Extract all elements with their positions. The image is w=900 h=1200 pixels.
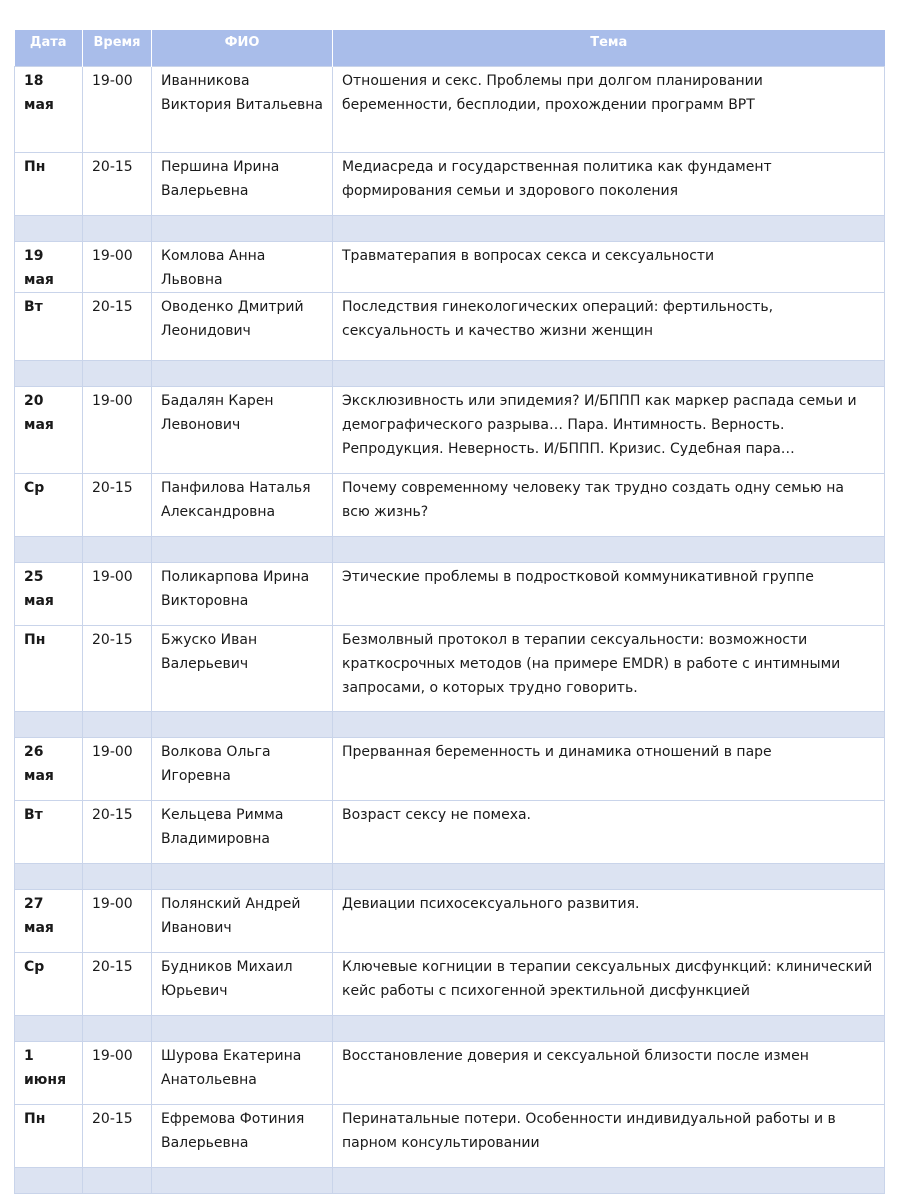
topic-cell: Медиасреда и государственная политика как фундамент формирования семьи и здорового поколения xyxy=(333,152,885,215)
date-cell: Пн xyxy=(15,1104,83,1167)
separator-row xyxy=(15,360,885,386)
separator-cell xyxy=(333,360,885,386)
separator-cell xyxy=(83,1015,152,1041)
topic-cell: Ключевые когниции в терапии сексуальных дисфункций: клинический кейс работы с психогенной эректильной дисфункцией xyxy=(333,952,885,1015)
time-cell: 19-00 xyxy=(83,66,152,152)
header-time: Время xyxy=(83,30,152,66)
speaker-name-cell: Поликарпова Ирина Викторовна xyxy=(152,562,333,625)
separator-cell xyxy=(15,863,83,889)
speaker-name-cell: Кельцева Римма Владимировна xyxy=(152,800,333,863)
separator-cell xyxy=(152,863,333,889)
separator-cell xyxy=(15,1015,83,1041)
time-cell: 20-15 xyxy=(83,292,152,360)
header-topic: Тема xyxy=(333,30,885,66)
separator-row xyxy=(15,711,885,737)
table-row xyxy=(15,1104,885,1167)
header-date: Дата xyxy=(15,30,83,66)
separator-cell xyxy=(83,536,152,562)
topic-cell: Почему современному человеку так трудно создать одну семью на всю жизнь? xyxy=(333,473,885,536)
table-row xyxy=(15,800,885,863)
speaker-name-cell: Панфилова Наталья Александровна xyxy=(152,473,333,536)
date-cell: Пн xyxy=(15,625,83,711)
topic-cell: Девиации психосексуального развития. xyxy=(333,889,885,952)
time-cell: 19-00 xyxy=(83,737,152,800)
speaker-name-cell: Першина Ирина Валерьевна xyxy=(152,152,333,215)
table-header xyxy=(15,30,885,66)
table-row xyxy=(15,386,885,473)
separator-cell xyxy=(333,1015,885,1041)
speaker-name-cell: Полянский Андрей Иванович xyxy=(152,889,333,952)
topic-cell: Последствия гинекологических операций: фертильность, сексуальность и качество жизни женщин xyxy=(333,292,885,360)
speaker-name-cell: Оводенко Дмитрий Леонидович xyxy=(152,292,333,360)
topic-cell: Восстановление доверия и сексуальной близости после измен xyxy=(333,1041,885,1104)
date-cell: 1 июня xyxy=(15,1041,83,1104)
date-cell: 19 мая xyxy=(15,241,83,292)
separator-cell xyxy=(15,215,83,241)
separator-row xyxy=(15,215,885,241)
separator-cell xyxy=(333,536,885,562)
separator-cell xyxy=(152,360,333,386)
date-cell: Вт xyxy=(15,292,83,360)
time-cell: 19-00 xyxy=(83,562,152,625)
table-body xyxy=(15,66,885,1193)
speaker-name-cell: Ефремова Фотиния Валерьевна xyxy=(152,1104,333,1167)
speaker-name-cell: Бжуско Иван Валерьевич xyxy=(152,625,333,711)
time-cell: 20-15 xyxy=(83,800,152,863)
table-row xyxy=(15,152,885,215)
table-row xyxy=(15,952,885,1015)
speaker-name-cell: Бадалян Карен Левонович xyxy=(152,386,333,473)
separator-cell xyxy=(15,360,83,386)
table-row xyxy=(15,1041,885,1104)
table-row xyxy=(15,292,885,360)
table-row xyxy=(15,241,885,292)
speaker-name-cell: Комлова Анна Львовна xyxy=(152,241,333,292)
separator-cell xyxy=(83,1167,152,1193)
topic-cell: Этические проблемы в подростковой коммуникативной группе xyxy=(333,562,885,625)
schedule-sheet xyxy=(14,30,884,1194)
date-cell: 27 мая xyxy=(15,889,83,952)
time-cell: 19-00 xyxy=(83,386,152,473)
date-cell: Пн xyxy=(15,152,83,215)
time-cell: 19-00 xyxy=(83,889,152,952)
date-cell: 25 мая xyxy=(15,562,83,625)
separator-cell xyxy=(152,536,333,562)
schedule-table xyxy=(14,30,885,1194)
separator-row xyxy=(15,1167,885,1193)
table-row xyxy=(15,889,885,952)
time-cell: 20-15 xyxy=(83,625,152,711)
topic-cell: Отношения и секс. Проблемы при долгом планировании беременности, бесплодии, прохождении программ ВРТ xyxy=(333,66,885,152)
separator-cell xyxy=(15,711,83,737)
speaker-name-cell: Шурова Екатерина Анатольевна xyxy=(152,1041,333,1104)
topic-cell: Возраст сексу не помеха. xyxy=(333,800,885,863)
separator-cell xyxy=(333,711,885,737)
table-row xyxy=(15,473,885,536)
table-row xyxy=(15,66,885,152)
time-cell: 20-15 xyxy=(83,952,152,1015)
separator-row xyxy=(15,1015,885,1041)
time-cell: 20-15 xyxy=(83,1104,152,1167)
time-cell: 19-00 xyxy=(83,241,152,292)
separator-cell xyxy=(83,863,152,889)
separator-cell xyxy=(83,711,152,737)
date-cell: 20 мая xyxy=(15,386,83,473)
date-cell: 26 мая xyxy=(15,737,83,800)
topic-cell: Безмолвный протокол в терапии сексуальности: возможности краткосрочных методов (на примере EMDR) в работе с интимными запросами, о которых трудно говорить. xyxy=(333,625,885,711)
speaker-name-cell: Волкова Ольга Игоревна xyxy=(152,737,333,800)
date-cell: Ср xyxy=(15,952,83,1015)
topic-cell: Эксклюзивность или эпидемия? И/БППП как маркер распада семьи и демографического разрыва… Пара. Интимность. Верность. Репродукция. Неверность. И/БППП. Кризис. Судебная пара… xyxy=(333,386,885,473)
header-name: ФИО xyxy=(152,30,333,66)
separator-row xyxy=(15,536,885,562)
separator-cell xyxy=(333,1167,885,1193)
separator-cell xyxy=(152,1015,333,1041)
table-row xyxy=(15,625,885,711)
separator-cell xyxy=(15,1167,83,1193)
separator-cell xyxy=(83,215,152,241)
separator-cell xyxy=(83,360,152,386)
date-cell: 18 мая xyxy=(15,66,83,152)
speaker-name-cell: Иванникова Виктория Витальевна xyxy=(152,66,333,152)
separator-cell xyxy=(333,863,885,889)
topic-cell: Перинатальные потери. Особенности индивидуальной работы и в парном консультировании xyxy=(333,1104,885,1167)
header-row xyxy=(15,30,885,66)
separator-cell xyxy=(152,711,333,737)
time-cell: 20-15 xyxy=(83,473,152,536)
separator-row xyxy=(15,863,885,889)
speaker-name-cell: Будников Михаил Юрьевич xyxy=(152,952,333,1015)
topic-cell: Прерванная беременность и динамика отношений в паре xyxy=(333,737,885,800)
separator-cell xyxy=(152,1167,333,1193)
separator-cell xyxy=(152,215,333,241)
table-row xyxy=(15,562,885,625)
topic-cell: Травматерапия в вопросах секса и сексуальности xyxy=(333,241,885,292)
date-cell: Вт xyxy=(15,800,83,863)
time-cell: 19-00 xyxy=(83,1041,152,1104)
date-cell: Ср xyxy=(15,473,83,536)
table-row xyxy=(15,737,885,800)
time-cell: 20-15 xyxy=(83,152,152,215)
separator-cell xyxy=(333,215,885,241)
separator-cell xyxy=(15,536,83,562)
